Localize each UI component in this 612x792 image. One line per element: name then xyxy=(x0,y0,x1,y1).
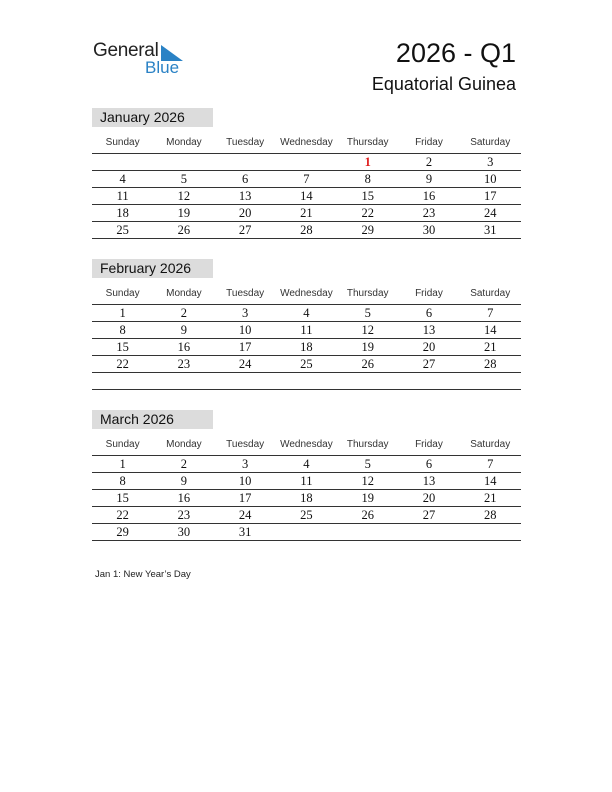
day-cell: 14 xyxy=(483,322,497,337)
day-cell: 19 xyxy=(177,205,191,220)
weekday-label: Friday xyxy=(415,288,443,299)
day-cell: 25 xyxy=(300,356,313,371)
day-cell: 28 xyxy=(300,222,313,237)
day-cell: 20 xyxy=(238,205,252,220)
weekday-label: Wednesday xyxy=(280,288,333,299)
day-cell: 10 xyxy=(238,473,252,488)
day-cell: 27 xyxy=(422,507,436,522)
day-cell: 23 xyxy=(422,205,436,220)
day-cell: 4 xyxy=(303,305,310,320)
day-cell: 1 xyxy=(119,305,126,320)
day-cell: 12 xyxy=(361,322,374,337)
day-cell: 30 xyxy=(422,222,436,237)
day-cell: 21 xyxy=(300,205,313,220)
day-cell: 24 xyxy=(483,205,497,220)
day-cell: 28 xyxy=(483,507,497,522)
brand-logo xyxy=(93,40,193,80)
week-row xyxy=(92,472,521,489)
day-cell: 23 xyxy=(177,507,191,522)
day-cell: 10 xyxy=(238,322,252,337)
week-row xyxy=(92,204,521,221)
day-cell: 2 xyxy=(425,154,433,169)
day-cell: 11 xyxy=(300,322,313,337)
country-name: Equatorial Guinea xyxy=(371,74,516,94)
day-cell: 26 xyxy=(361,356,374,371)
day-cell: 24 xyxy=(238,356,252,371)
weekday-label: Monday xyxy=(166,439,202,450)
day-cell: 9 xyxy=(425,171,433,186)
month-february xyxy=(92,259,521,390)
day-cell: 19 xyxy=(361,490,374,505)
weekday-label: Friday xyxy=(415,137,443,148)
day-cell: 1 xyxy=(119,456,126,471)
week-row xyxy=(92,489,521,506)
day-cell: 3 xyxy=(242,456,249,471)
day-cell: 5 xyxy=(364,456,371,471)
weekday-label: Tuesday xyxy=(226,439,265,450)
day-cell: 18 xyxy=(300,339,313,354)
day-cell: 3 xyxy=(487,154,494,169)
day-cell: 22 xyxy=(361,205,374,220)
day-cell: 6 xyxy=(425,305,433,320)
day-cell: 18 xyxy=(300,490,313,505)
week-row xyxy=(92,170,521,187)
week-row xyxy=(92,455,521,472)
day-cell: 16 xyxy=(177,490,191,505)
day-cell: 4 xyxy=(303,456,310,471)
day-cell: 2 xyxy=(180,456,188,471)
logo-blue-text: Blue xyxy=(145,58,180,77)
weekday-label: Sunday xyxy=(105,137,140,148)
day-cell: 21 xyxy=(483,339,497,354)
day-cell: 7 xyxy=(487,305,494,320)
day-cell: 29 xyxy=(116,524,129,539)
week-row xyxy=(92,321,521,338)
weekday-label: Tuesday xyxy=(226,137,265,148)
day-cell: 5 xyxy=(180,171,188,186)
day-cell: 20 xyxy=(422,490,436,505)
week-row xyxy=(92,153,521,170)
day-cell: 25 xyxy=(300,507,313,522)
weekday-label: Saturday xyxy=(470,288,511,299)
day-cell: 24 xyxy=(238,507,252,522)
weekday-label: Thursday xyxy=(346,137,389,148)
day-cell: 26 xyxy=(361,507,374,522)
day-cell: 28 xyxy=(483,356,497,371)
logo-general-text: General xyxy=(93,40,159,61)
day-cell: 15 xyxy=(116,339,129,354)
weekday-label: Sunday xyxy=(105,288,140,299)
day-cell: 29 xyxy=(361,222,374,237)
weekday-label: Friday xyxy=(415,439,443,450)
weekday-label: Thursday xyxy=(346,439,389,450)
day-cell: 2 xyxy=(180,305,188,320)
week-row xyxy=(92,355,521,372)
day-cell: 11 xyxy=(300,473,313,488)
day-cell: 22 xyxy=(116,507,129,522)
day-cell: 16 xyxy=(422,188,436,203)
day-cell: 5 xyxy=(364,305,371,320)
week-row xyxy=(92,221,521,239)
weekday-header-row xyxy=(92,283,521,304)
holiday-footnote: Jan 1: New Year’s Day xyxy=(95,569,191,580)
day-cell: 15 xyxy=(361,188,374,203)
day-cell: 9 xyxy=(180,473,188,488)
day-cell: 12 xyxy=(361,473,374,488)
day-cell: 8 xyxy=(119,473,126,488)
day-cell: 26 xyxy=(177,222,191,237)
month-name: January 2026 xyxy=(92,108,213,127)
day-cell: 20 xyxy=(422,339,436,354)
week-row xyxy=(92,372,521,390)
day-cell: 23 xyxy=(177,356,191,371)
day-cell: 4 xyxy=(119,171,126,186)
weekday-header-row xyxy=(92,434,521,455)
day-cell: 13 xyxy=(422,322,436,337)
day-cell: 10 xyxy=(483,171,497,186)
weekday-label: Wednesday xyxy=(280,439,333,450)
holiday-day-cell: 1 xyxy=(364,154,371,169)
day-cell: 6 xyxy=(242,171,249,186)
day-cell: 7 xyxy=(303,171,310,186)
week-row xyxy=(92,523,521,541)
weekday-label: Monday xyxy=(166,137,202,148)
day-cell: 31 xyxy=(483,222,497,237)
day-cell: 17 xyxy=(483,188,497,203)
day-cell: 17 xyxy=(238,339,252,354)
day-cell: 18 xyxy=(116,205,129,220)
day-cell: 9 xyxy=(180,322,188,337)
week-row xyxy=(92,304,521,321)
day-cell: 12 xyxy=(177,188,191,203)
month-march xyxy=(92,410,521,541)
page-title: 2026 - Q1 xyxy=(395,38,516,68)
day-cell: 22 xyxy=(116,356,129,371)
day-cell: 8 xyxy=(119,322,126,337)
day-cell: 16 xyxy=(177,339,191,354)
weekday-label: Thursday xyxy=(346,288,389,299)
day-cell: 11 xyxy=(116,188,129,203)
day-cell: 17 xyxy=(238,490,252,505)
month-january xyxy=(92,108,521,239)
day-cell: 13 xyxy=(238,188,252,203)
weekday-label: Sunday xyxy=(105,439,140,450)
day-cell: 3 xyxy=(242,305,249,320)
month-name: March 2026 xyxy=(92,410,213,429)
weekday-label: Wednesday xyxy=(280,137,333,148)
month-name: February 2026 xyxy=(92,259,213,278)
weekday-label: Monday xyxy=(166,288,202,299)
weekday-label: Tuesday xyxy=(226,288,265,299)
week-row xyxy=(92,506,521,523)
day-cell: 13 xyxy=(422,473,436,488)
weekday-label: Saturday xyxy=(470,439,511,450)
day-cell: 27 xyxy=(422,356,436,371)
day-cell: 19 xyxy=(361,339,374,354)
day-cell: 31 xyxy=(238,524,252,539)
day-cell: 14 xyxy=(300,188,313,203)
weekday-label: Saturday xyxy=(470,137,511,148)
day-cell: 8 xyxy=(364,171,371,186)
day-cell: 30 xyxy=(177,524,191,539)
day-cell: 7 xyxy=(487,456,494,471)
day-cell: 14 xyxy=(483,473,497,488)
weekday-header-row xyxy=(92,132,521,153)
day-cell: 25 xyxy=(116,222,129,237)
day-cell: 15 xyxy=(116,490,129,505)
day-cell: 6 xyxy=(425,456,433,471)
day-cell: 21 xyxy=(483,490,497,505)
week-row xyxy=(92,338,521,355)
day-cell: 27 xyxy=(238,222,252,237)
week-row xyxy=(92,187,521,204)
